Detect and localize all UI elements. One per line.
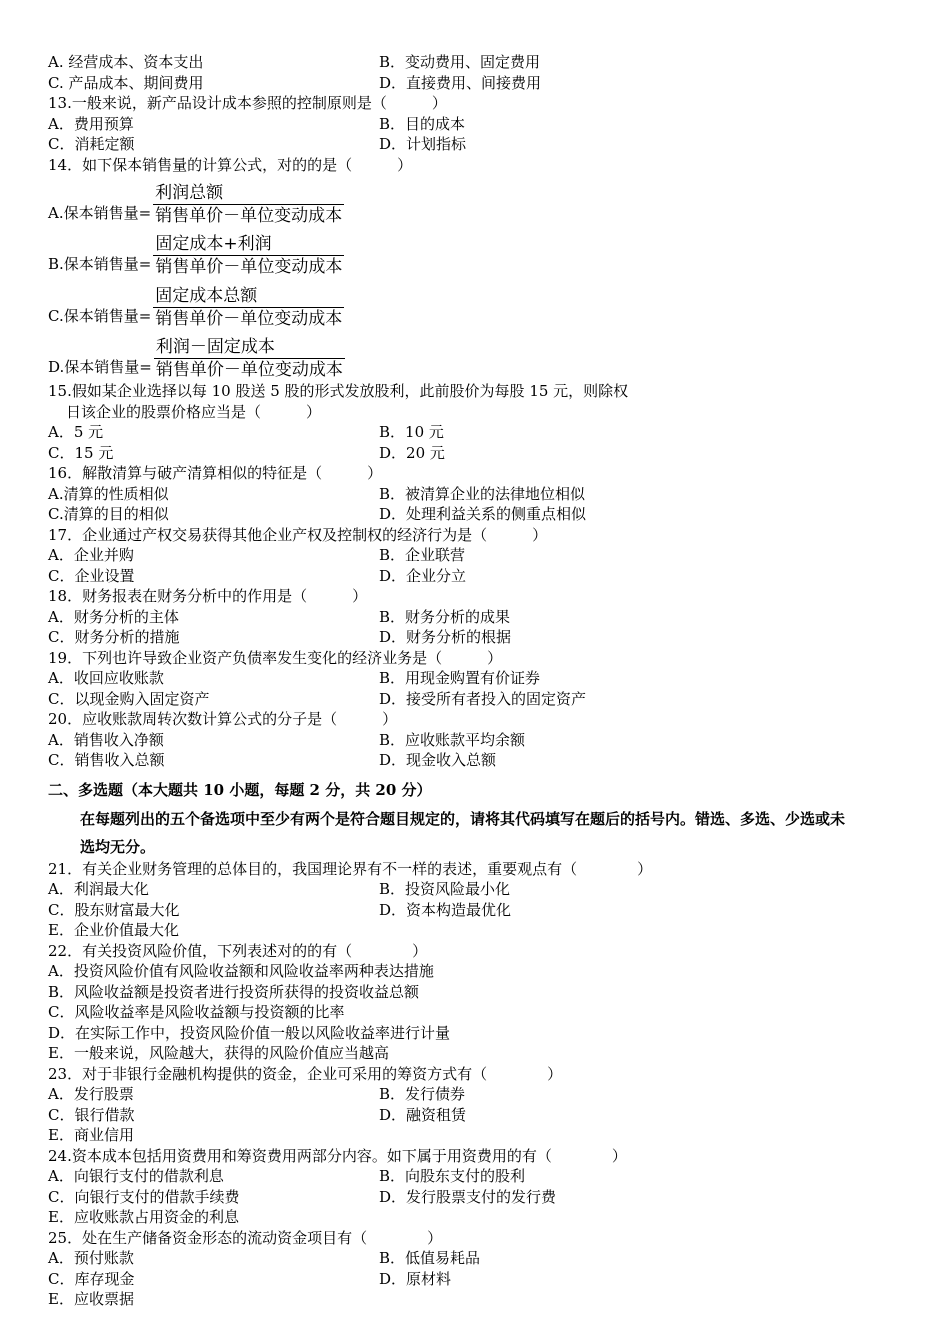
- section-2-header: [48, 777, 938, 859]
- option-left: C．向银行支付的借款手续费: [48, 1187, 240, 1206]
- option-row: [48, 689, 938, 710]
- option-right: B．应收账款平均余额: [379, 730, 526, 749]
- option-row: [48, 1248, 938, 1269]
- option-left: A．收回应收账款: [48, 669, 164, 687]
- fraction: [154, 336, 345, 381]
- exam-page: [48, 52, 938, 1310]
- option-row: [48, 545, 938, 566]
- option-right: B．低值易耗品: [379, 1249, 481, 1267]
- question-line: 19．下列也许导致企业资产负债率发生变化的经济业务是（ ）: [48, 648, 503, 667]
- option-right: D．企业分立: [379, 566, 467, 585]
- question-line: 14．如下保本销售量的计算公式，对的的是（ ）: [48, 155, 413, 174]
- option-left: C．库存现金: [48, 1269, 135, 1288]
- fraction: [153, 285, 344, 330]
- option-row: [48, 730, 938, 751]
- question-line: 15.假如某企业选择以每 10 股送 5 股的形式发放股利，此前股价为每股 15 元，则除权: [48, 382, 629, 400]
- option-left: A．利润最大化: [48, 880, 149, 898]
- option-row: [48, 668, 938, 689]
- formula-options: [48, 175, 938, 381]
- option-right: D．发行股票支付的发行费: [379, 1187, 557, 1206]
- option-left: C．企业设置: [48, 566, 135, 585]
- option-left: C．财务分析的措施: [48, 628, 180, 646]
- fraction-denominator: 销售单价－单位变动成本: [155, 308, 343, 329]
- formula-label: C.保本销售量=: [48, 306, 152, 325]
- option-left: C．销售收入总额: [48, 751, 165, 769]
- option-right: D．资本构造最优化: [379, 900, 512, 919]
- fraction-denominator: 销售单价－单位变动成本: [155, 257, 343, 277]
- option-row: [48, 73, 938, 94]
- question-line: 25．处在生产储备资金形态的流动资金项目有（ ）: [48, 1228, 443, 1247]
- option-row: [48, 1084, 938, 1105]
- question-line: D．在实际工作中，投资风险价值一般以风险收益率进行计量: [48, 1023, 451, 1042]
- fraction-denominator: 销售单价－单位变动成本: [155, 205, 343, 226]
- question-line: E．商业信用: [48, 1126, 134, 1144]
- option-left: C．15 元: [48, 443, 114, 462]
- option-right: B．财务分析的成果: [379, 607, 511, 626]
- option-left: A.清算的性质相似: [48, 484, 169, 503]
- option-left: A．5 元: [48, 423, 104, 441]
- option-left: C. 产品成本、期间费用: [48, 73, 204, 92]
- option-row: [48, 114, 938, 135]
- question-line: C．风险收益率是风险收益额与投资额的比率: [48, 1003, 345, 1021]
- question-line: 21．有关企业财务管理的总体目的，我国理论界有不一样的表述，重要观点有（ ）: [48, 859, 653, 878]
- option-row: [48, 422, 938, 443]
- option-row: [48, 443, 938, 464]
- option-right: D．融资租赁: [379, 1105, 467, 1124]
- formula-label: A.保本销售量=: [48, 203, 152, 222]
- option-right: D．原材料: [379, 1269, 452, 1288]
- option-row: [48, 607, 938, 628]
- question-line: 24.资本成本包括用资费用和筹资费用两部分内容。如下属于用资费用的有（ ）: [48, 1146, 627, 1165]
- option-row: [48, 484, 938, 505]
- option-row: [48, 566, 938, 587]
- option-left: A．企业并购: [48, 546, 134, 564]
- option-right: D．接受所有者投入的固定资产: [379, 689, 587, 708]
- option-left: A．费用预算: [48, 114, 134, 133]
- option-row: [48, 879, 938, 900]
- fraction-numerator: 利润－固定成本: [155, 337, 275, 357]
- option-left: C．以现金购入固定资产: [48, 689, 210, 708]
- option-left: C．银行借款: [48, 1105, 135, 1124]
- fraction-numerator: 固定成本总额: [155, 285, 258, 306]
- option-left: A．预付账款: [48, 1249, 134, 1267]
- option-row: [48, 52, 938, 73]
- option-left: A．发行股票: [48, 1085, 134, 1103]
- option-right: D．直接费用、间接费用: [379, 73, 542, 92]
- option-right: B．发行债券: [379, 1085, 466, 1103]
- formula-option: [48, 278, 938, 330]
- question-block-middle: [48, 381, 938, 771]
- option-row: [48, 627, 938, 648]
- fraction-denominator: 销售单价－单位变动成本: [155, 360, 343, 380]
- question-line: E．应收票据: [48, 1290, 134, 1308]
- fraction-numerator: 固定成本+利润: [155, 234, 272, 254]
- question-line: E．应收账款占用资金的利息: [48, 1208, 239, 1226]
- question-line: 16．解散清算与破产清算相似的特征是（ ）: [48, 464, 383, 482]
- option-left: C.清算的目的相似: [48, 505, 169, 523]
- option-left: C．股东财富最大化: [48, 900, 180, 919]
- option-left: A. 经营成本、资本支出: [48, 53, 204, 71]
- question-line: E．一般来说，风险越大，获得的风险价值应当越高: [48, 1044, 389, 1062]
- option-right: B．向股东支付的股利: [379, 1167, 526, 1185]
- question-line: E．企业价值最大化: [48, 921, 179, 939]
- question-line: 18．财务报表在财务分析中的作用是（ ）: [48, 587, 368, 605]
- section-instruction-line-1: 在每题列出的五个备选项中至少有两个是符合题目规定的，请将其代码填写在题后的括号内。错选、多选、少选或未: [80, 809, 846, 828]
- question-block-bottom: [48, 859, 938, 1310]
- question-line: 17．企业通过产权交易获得其他企业产权及控制权的经济行为是（ ）: [48, 525, 548, 544]
- option-left: A．销售收入净额: [48, 730, 164, 749]
- option-right: B．投资风险最小化: [379, 880, 511, 898]
- formula-label: B.保本销售量=: [48, 255, 152, 273]
- formula-option: [48, 175, 938, 227]
- option-row: [48, 750, 938, 771]
- formula-option: [48, 227, 938, 279]
- question-line: 23．对于非银行金融机构提供的资金，企业可采用的筹资方式有（ ）: [48, 1064, 563, 1083]
- fraction: [153, 182, 344, 227]
- option-right: D．处理利益关系的侧重点相似: [379, 505, 587, 523]
- fraction-numerator: 利润总额: [155, 182, 224, 203]
- option-row: [48, 134, 938, 155]
- option-row: [48, 1166, 938, 1187]
- option-right: B．用现金购置有价证券: [379, 669, 541, 687]
- formula-option: [48, 330, 938, 382]
- option-right: B．被清算企业的法律地位相似: [379, 484, 586, 503]
- section-title: 二、多选题（本大题共 10 小题，每题 2 分，共 20 分）: [48, 780, 432, 799]
- section-instruction-line-2: 选均无分。: [80, 837, 156, 856]
- option-row: [48, 1105, 938, 1126]
- option-right: B．目的成本: [379, 114, 466, 133]
- option-left: C．消耗定额: [48, 135, 135, 153]
- option-right: D．20 元: [379, 443, 445, 462]
- fraction: [153, 233, 344, 278]
- formula-label: D.保本销售量=: [48, 358, 152, 376]
- question-line: A．投资风险价值有风险收益额和风险收益率两种表达措施: [48, 962, 434, 980]
- option-right: B．10 元: [379, 423, 444, 441]
- question-line: B．风险收益额是投资者进行投资所获得的投资收益总额: [48, 982, 420, 1001]
- question-line: 13.一般来说，新产品设计成本参照的控制原则是（ ）: [48, 94, 447, 112]
- option-left: A．向银行支付的借款利息: [48, 1167, 224, 1185]
- option-right: D．计划指标: [379, 135, 467, 153]
- option-right: B．变动费用、固定费用: [379, 53, 541, 71]
- question-line: 22．有关投资风险价值，下列表述对的的有（ ）: [48, 941, 428, 960]
- option-right: D．财务分析的根据: [379, 628, 512, 646]
- option-row: [48, 504, 938, 525]
- question-line: 20．应收账款周转次数计算公式的分子是（ ）: [48, 710, 398, 728]
- option-left: A．财务分析的主体: [48, 607, 179, 626]
- option-row: [48, 1187, 938, 1208]
- question-block-top: [48, 52, 938, 175]
- option-row: [48, 900, 938, 921]
- question-line: 日该企业的股票价格应当是（ ）: [66, 402, 322, 421]
- option-row: [48, 1269, 938, 1290]
- option-right: D．现金收入总额: [379, 751, 497, 769]
- option-right: B．企业联营: [379, 546, 466, 564]
